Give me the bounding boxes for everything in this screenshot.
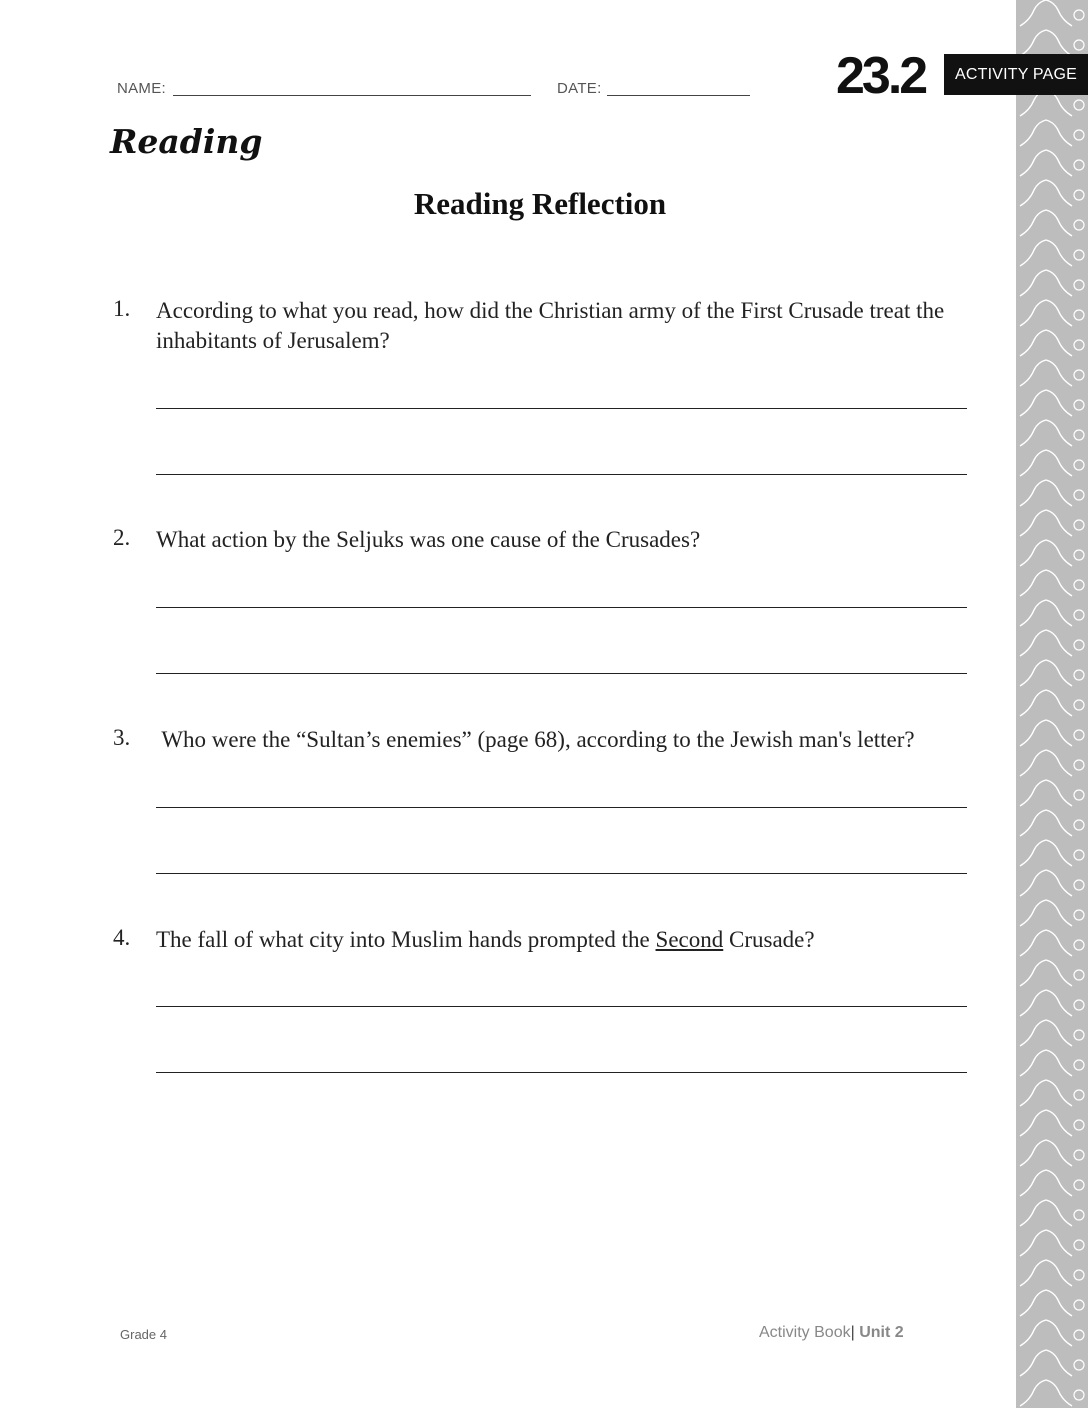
border-ornament-arch <box>1020 660 1072 686</box>
border-ornament-arch <box>1020 630 1072 656</box>
question-text: What action by the Seljuks was one cause of the Crusades? <box>156 527 701 552</box>
name-label: NAME: <box>117 80 167 97</box>
border-ornament-arch <box>1020 270 1072 296</box>
question-text-part: Crusade? <box>723 927 815 952</box>
border-ornament-arch <box>1020 840 1072 866</box>
border-ornament-arch <box>1020 1020 1072 1046</box>
border-ornament-loop <box>1074 1300 1084 1310</box>
activity-page-badge: ACTIVITY PAGE <box>944 54 1088 95</box>
border-ornament-arch <box>1020 1320 1072 1346</box>
border-ornament-arch <box>1020 1290 1072 1316</box>
border-ornament-arch <box>1020 1140 1072 1166</box>
footer-book-info <box>759 1324 904 1342</box>
border-ornament-loop <box>1074 850 1084 860</box>
border-ornament-arch <box>1020 0 1072 26</box>
answer-line[interactable] <box>156 873 967 874</box>
question-text-part: The fall of what city into Muslim hands prompted the <box>156 927 656 952</box>
border-ornament-loop <box>1074 1270 1084 1280</box>
border-ornament-loop <box>1074 640 1084 650</box>
border-ornament-loop <box>1074 820 1084 830</box>
footer-unit: Unit 2 <box>859 1324 904 1341</box>
border-ornament-arch <box>1020 810 1072 836</box>
border-ornament-loop <box>1074 1330 1084 1340</box>
border-ornament-loop <box>1074 880 1084 890</box>
worksheet-title: Reading Reflection <box>413 186 667 221</box>
border-ornament-arch <box>1020 150 1072 176</box>
border-ornament-arch <box>1020 780 1072 806</box>
border-ornament-arch <box>1020 510 1072 536</box>
answer-line[interactable] <box>156 673 967 674</box>
border-ornament-arch <box>1020 300 1072 326</box>
answer-line[interactable] <box>156 474 967 475</box>
border-ornament-loop <box>1074 430 1084 440</box>
border-ornament-arch <box>1020 930 1072 956</box>
border-ornament-arch <box>1020 480 1072 506</box>
border-ornament-loop <box>1074 130 1084 140</box>
border-ornament-arch <box>1020 1110 1072 1136</box>
border-ornament-loop <box>1074 730 1084 740</box>
border-ornament-loop <box>1074 1150 1084 1160</box>
border-ornament-loop <box>1074 610 1084 620</box>
border-ornament-loop <box>1074 460 1084 470</box>
border-ornament-arch <box>1020 690 1072 716</box>
border-ornament-loop <box>1074 1240 1084 1250</box>
date-label: DATE: <box>557 80 602 97</box>
border-ornament-loop <box>1074 790 1084 800</box>
border-ornament-loop <box>1074 670 1084 680</box>
border-ornament-loop <box>1074 1210 1084 1220</box>
border-ornament-arch <box>1020 750 1072 776</box>
answer-line[interactable] <box>156 807 967 808</box>
border-ornament-arch <box>1020 390 1072 416</box>
border-ornament-loop <box>1074 10 1084 20</box>
border-ornament-loop <box>1074 370 1084 380</box>
name-field[interactable] <box>173 95 531 96</box>
border-ornament-loop <box>1074 340 1084 350</box>
footer-book: Activity Book <box>759 1324 851 1341</box>
border-ornament-arch <box>1020 1200 1072 1226</box>
border-ornament-loop <box>1074 1000 1084 1010</box>
border-ornament-arch <box>1020 870 1072 896</box>
question-number: 1. <box>113 296 131 321</box>
border-ornament-loop <box>1074 1390 1084 1400</box>
border-ornament-loop <box>1074 40 1084 50</box>
border-ornament-loop <box>1074 250 1084 260</box>
border-ornament-arch <box>1020 330 1072 356</box>
border-ornament-loop <box>1074 910 1084 920</box>
answer-line[interactable] <box>156 1072 967 1073</box>
answer-line[interactable] <box>156 607 967 608</box>
question-text <box>156 925 956 955</box>
border-ornament-arch <box>1020 570 1072 596</box>
border-ornament-loop <box>1074 1120 1084 1130</box>
border-ornament-loop <box>1074 1360 1084 1370</box>
border-ornament-loop <box>1074 550 1084 560</box>
border-ornament-arch <box>1020 420 1072 446</box>
border-ornament-arch <box>1020 1170 1072 1196</box>
border-ornament-loop <box>1074 520 1084 530</box>
border-ornament-arch <box>1020 540 1072 566</box>
border-ornament-loop <box>1074 1090 1084 1100</box>
border-ornament-loop <box>1074 1060 1084 1070</box>
border-ornament-arch <box>1020 1230 1072 1256</box>
question-number: 3. <box>113 725 131 750</box>
border-ornament-arch <box>1020 720 1072 746</box>
border-ornament-loop <box>1074 940 1084 950</box>
border-ornament-loop <box>1074 490 1084 500</box>
border-ornament-arch <box>1020 450 1072 476</box>
border-ornament-loop <box>1074 280 1084 290</box>
date-field[interactable] <box>607 95 750 96</box>
border-ornament-loop <box>1074 580 1084 590</box>
border-ornament-loop <box>1074 160 1084 170</box>
footer-separator: | <box>850 1324 855 1341</box>
question-text: According to what you read, how did the Christian army of the First Crusade treat the inhabitants of Jerusalem? <box>156 298 945 353</box>
answer-line[interactable] <box>156 408 967 409</box>
answer-line[interactable] <box>156 1006 967 1007</box>
border-ornament-arch <box>1020 30 1072 56</box>
border-ornament-loop <box>1074 400 1084 410</box>
border-ornament-arch <box>1020 1080 1072 1106</box>
border-ornament-arch <box>1020 1380 1072 1406</box>
question-text: Who were the “Sultan’s enemies” (page 68), according to the Jewish man's letter? <box>156 727 915 752</box>
border-ornament-arch <box>1020 240 1072 266</box>
border-ornament-arch <box>1020 120 1072 146</box>
border-ornament-loop <box>1074 310 1084 320</box>
border-ornament-arch <box>1020 360 1072 386</box>
border-ornament-loop <box>1074 1030 1084 1040</box>
border-ornament-loop <box>1074 760 1084 770</box>
border-ornament-arch <box>1020 990 1072 1016</box>
border-ornament-arch <box>1020 960 1072 986</box>
border-ornament-loop <box>1074 100 1084 110</box>
border-ornament-loop <box>1074 970 1084 980</box>
border-ornament-arch <box>1020 1350 1072 1376</box>
border-ornament-loop <box>1074 700 1084 710</box>
border-ornament-arch <box>1020 600 1072 626</box>
activity-page-number: 23.2 <box>836 47 926 105</box>
border-ornament-arch <box>1020 900 1072 926</box>
footer-grade: Grade 4 <box>120 1327 167 1342</box>
section-title: Reading <box>110 122 263 161</box>
border-ornament-loop <box>1074 1180 1084 1190</box>
underlined-word: Second <box>655 927 724 952</box>
question-number: 4. <box>113 925 131 950</box>
border-ornament-arch <box>1020 1260 1072 1286</box>
border-ornament-arch <box>1020 1050 1072 1076</box>
question-number: 2. <box>113 525 131 550</box>
